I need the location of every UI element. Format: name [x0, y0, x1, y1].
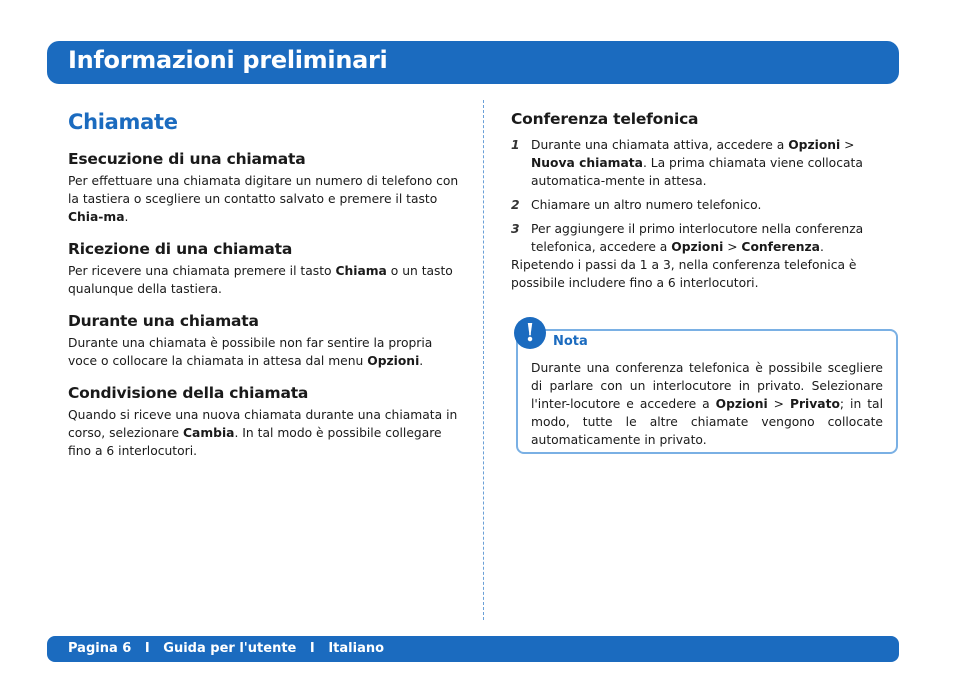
step-number: 1: [511, 138, 520, 152]
paragraph-esecuzione: Per effettuare una chiamata digitare un numero di telefono con la tastiera o scegliere un contatto salvato e premere il tasto Chia-ma.: [68, 174, 459, 224]
paragraph-durante: Durante una chiamata è possibile non far sentire la propria voce o collocare la chiamata in attesa dal menu Opzioni.: [68, 336, 433, 368]
step-number: 3: [511, 222, 520, 236]
section-title: Chiamate: [68, 110, 178, 134]
list-item: [511, 136, 901, 190]
footer-bar: [47, 636, 899, 662]
heading-ricezione: Ricezione di una chiamata: [68, 240, 293, 258]
exclamation-icon: !: [514, 317, 546, 349]
heading-conferenza: Conferenza telefonica: [511, 110, 699, 128]
step-text: Durante una chiamata attiva, accedere a Opzioni > Nuova chiamata. La prima chiamata viene collocata automatica-mente in attesa.: [531, 138, 863, 188]
paragraph-conferenza: Ripetendo i passi da 1 a 3, nella conferenza telefonica è possibile includere fino a 6 interlocutori.: [511, 258, 857, 290]
step-text: Per aggiungere il primo interlocutore nella conferenza telefonica, accedere a Opzioni > Conferenza.: [531, 222, 864, 254]
steps-list: [511, 136, 901, 256]
note-title: Nota: [553, 334, 588, 349]
header-bar: [47, 41, 899, 84]
step-number: 2: [511, 198, 520, 212]
paragraph-condivisione: Quando si riceve una nuova chiamata durante una chiamata in corso, selezionare Cambia. In tal modo è possibile collegare fino a 6 interlocutori.: [68, 408, 458, 458]
left-column: [68, 110, 460, 474]
heading-condivisione: Condivisione della chiamata: [68, 384, 309, 402]
list-item: [511, 220, 901, 256]
page-title: Informazioni preliminari: [68, 46, 388, 74]
list-item: [511, 196, 901, 214]
right-column: [511, 110, 901, 306]
heading-durante: Durante una chiamata: [68, 312, 259, 330]
column-divider: [483, 100, 484, 620]
step-text: Chiamare un altro numero telefonico.: [531, 198, 762, 212]
paragraph-ricezione: Per ricevere una chiamata premere il tasto Chiama o un tasto qualunque della tastiera.: [68, 264, 453, 296]
heading-esecuzione: Esecuzione di una chiamata: [68, 150, 306, 168]
footer-text: Pagina 6 I Guida per l'utente I Italiano: [68, 641, 385, 656]
note-text: Durante una conferenza telefonica è possibile scegliere di parlare con un interlocutore in privato. Selezionare l'inter-locutore e accedere a Opzioni > Privato; in tal modo, tutte le altre chiamate vengono collocate automaticamente in privato.: [531, 361, 883, 447]
